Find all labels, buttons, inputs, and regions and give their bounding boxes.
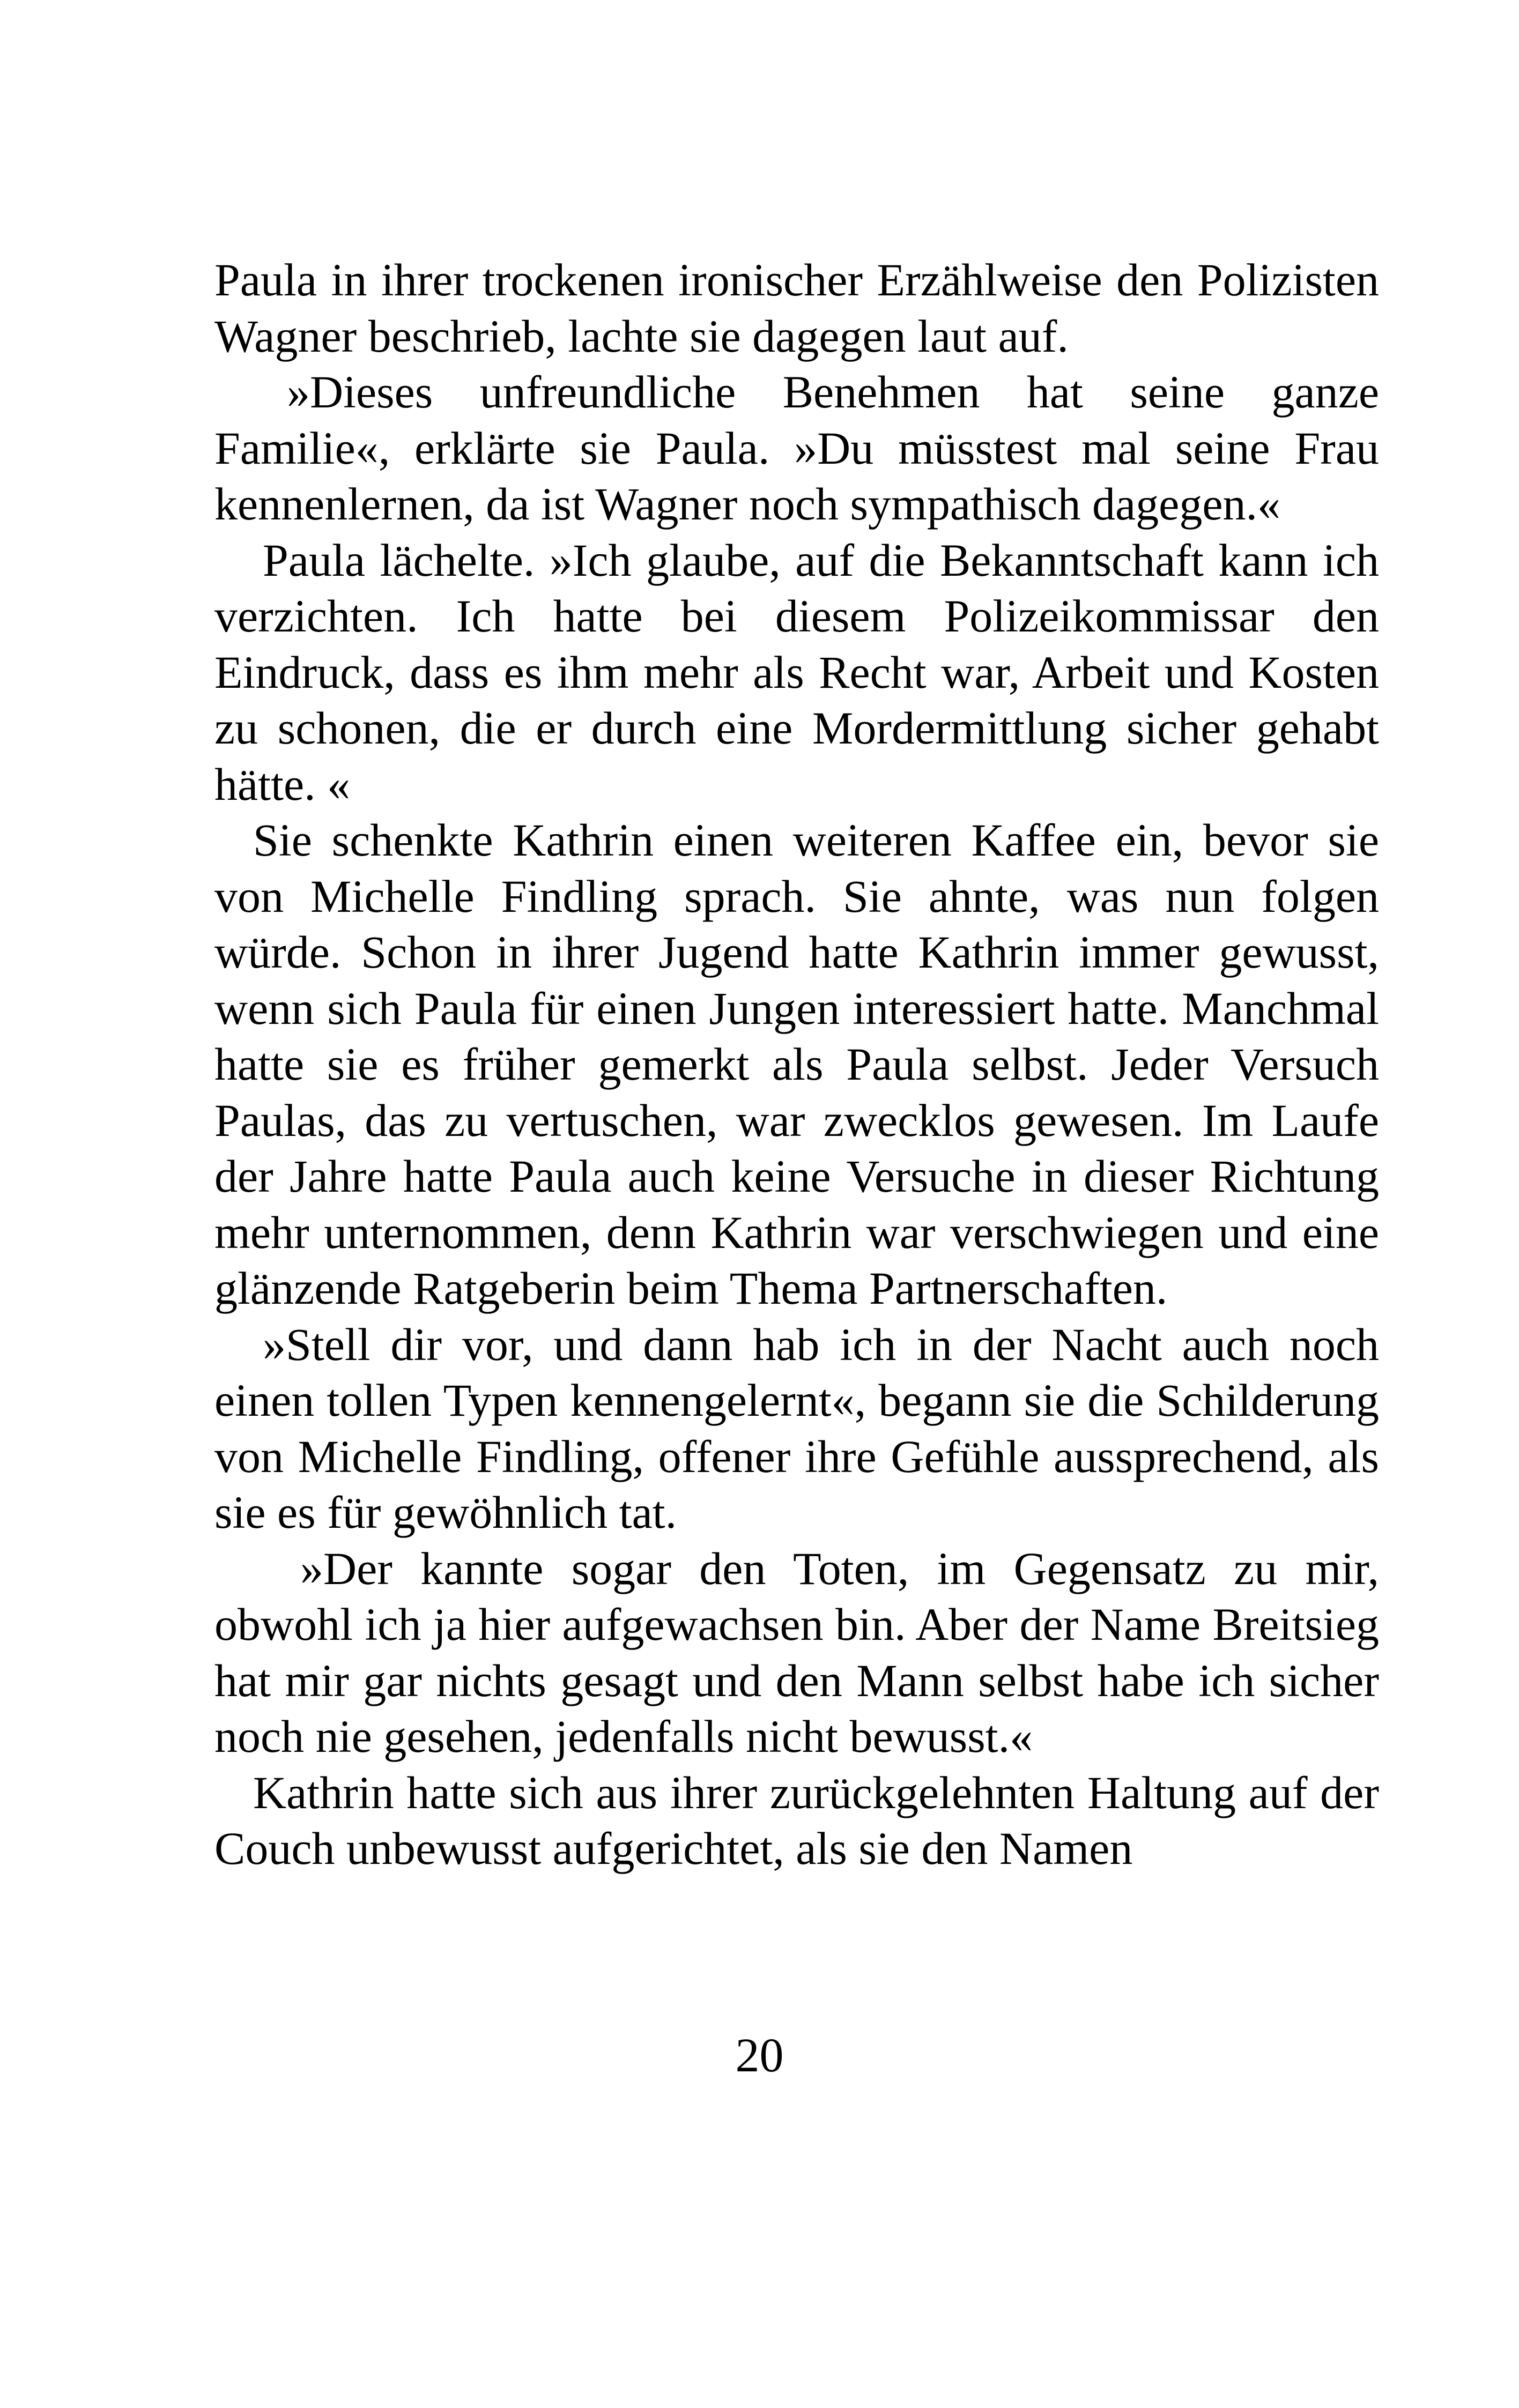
paragraph: Kathrin hatte sich aus ihrer zurückgelehnten Haltung auf der Couch unbewusst aufgerichtet, als sie den Namen — [214, 1766, 1379, 1874]
body-text — [214, 252, 1379, 1877]
page-number: 20 — [735, 2029, 784, 2082]
paragraph: Sie schenkte Kathrin einen weiteren Kaffee ein, bevor sie von Michelle Findling sprach. Sie ahnte, was nun folgen würde. Schon in ihrer Jugend hatte Kathrin immer gewusst, wenn sich Paula für einen Jungen interessiert hatte. Manchmal hatte sie es früher gemerkt als Paula selbst. Jeder Versuch Paulas, das zu vertuschen, war zwecklos gewesen. Im Laufe der Jahre hatte Paula auch keine Versuche in dieser Richtung mehr unternommen, denn Kathrin war verschwiegen und eine glänzende Ratgeberin beim Thema Partnerschaften. — [214, 814, 1379, 1314]
paragraph: »Dieses unfreundliche Benehmen hat seine ganze Familie«, erklärte sie Paula. »Du müsstest mal seine Frau kennenlernen, da ist Wagner noch sympathisch dagegen.« — [214, 366, 1379, 530]
paragraph: »Stell dir vor, und dann hab ich in der Nacht auch noch einen tollen Typen kennengelernt«, begann sie die Schilderung von Michelle Findling, offener ihre Gefühle aussprechend, als sie es für gewöhnlich tat. — [214, 1318, 1379, 1538]
paragraph: Paula lächelte. »Ich glaube, auf die Bekanntschaft kann ich verzichten. Ich hatte bei diesem Polizeikommissar den Eindruck, dass es ihm mehr als Recht war, Arbeit und Kosten zu schonen, die er durch eine Mordermittlung sicher gehabt hätte. « — [214, 534, 1379, 810]
paragraph-continuation: Paula in ihrer trockenen ironischer Erzählweise den Polizisten Wagner beschrieb, lachte sie dagegen laut auf. — [214, 254, 1379, 362]
paragraph: »Der kannte sogar den Toten, im Gegensatz zu mir, obwohl ich ja hier aufgewachsen bin. Aber der Name Breitsieg hat mir gar nichts gesagt und den Mann selbst habe ich sicher noch nie gesehen, jedenfalls nicht bewusst.« — [214, 1542, 1379, 1762]
